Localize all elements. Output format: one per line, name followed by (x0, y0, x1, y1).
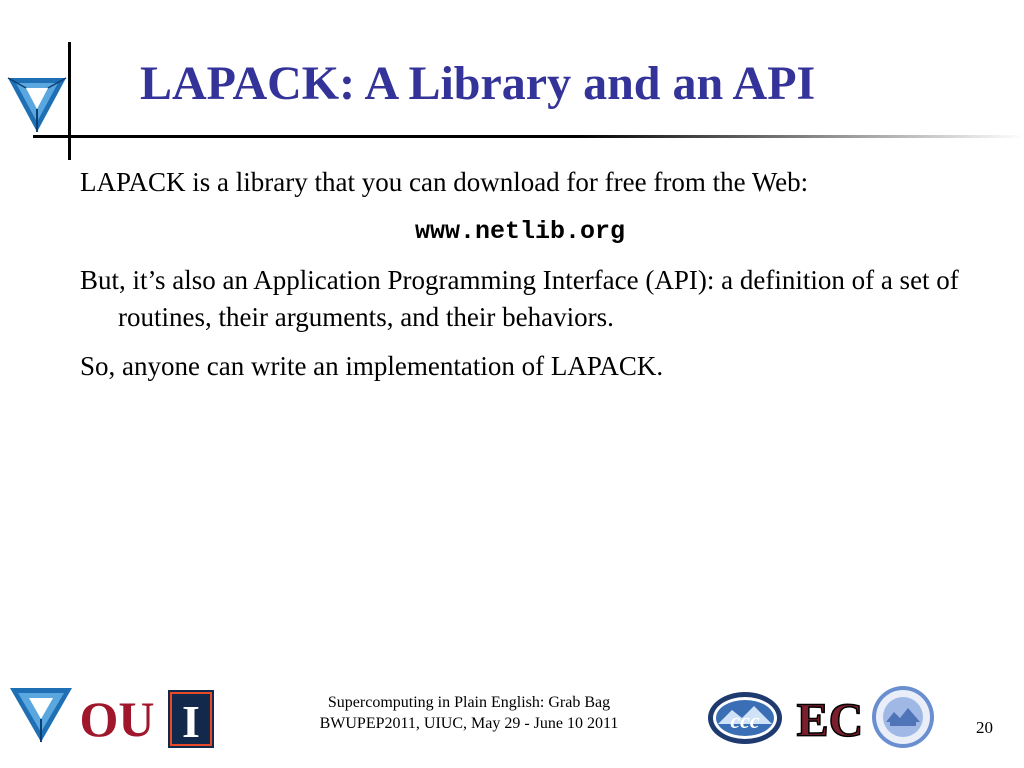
title-horizontal-rule (33, 135, 1024, 138)
illinois-logo-icon (168, 690, 214, 753)
page-number: 20 (976, 718, 993, 737)
footer-line-1: Supercomputing in Plain English: Grab Bag (327, 694, 611, 711)
title-vertical-rule (68, 42, 71, 160)
slide-body (80, 164, 960, 397)
ou-logo-icon (79, 688, 155, 751)
svg-text:I: I (182, 696, 200, 747)
paragraph-api: But, it’s also an Application Programming Interface (API): a definition of a set of routines, their arguments, and their behaviors. (80, 265, 959, 332)
netlib-url: www.netlib.org (414, 217, 626, 246)
paragraph-implementation: So, anyone can write an implementation of LAPACK. (80, 351, 664, 381)
footer-line-2: BWUPEP2011, UIUC, May 29 - June 10 2011 (319, 715, 619, 732)
paragraph-library: LAPACK is a library that you can download for free from the Web: (80, 167, 809, 197)
svg-text:EC: EC (796, 694, 864, 747)
oscer-logo-icon (6, 76, 68, 134)
svg-text:OU: OU (79, 691, 155, 747)
svg-text:ccc: ccc (730, 708, 760, 733)
ec-logo-icon (796, 688, 864, 751)
university-seal-icon (870, 684, 936, 755)
oscer-footer-logo-icon (8, 686, 74, 749)
slide-title: LAPACK: A Library and an API (140, 57, 816, 110)
footer-caption (266, 692, 672, 734)
ccc-logo-icon (706, 690, 784, 751)
